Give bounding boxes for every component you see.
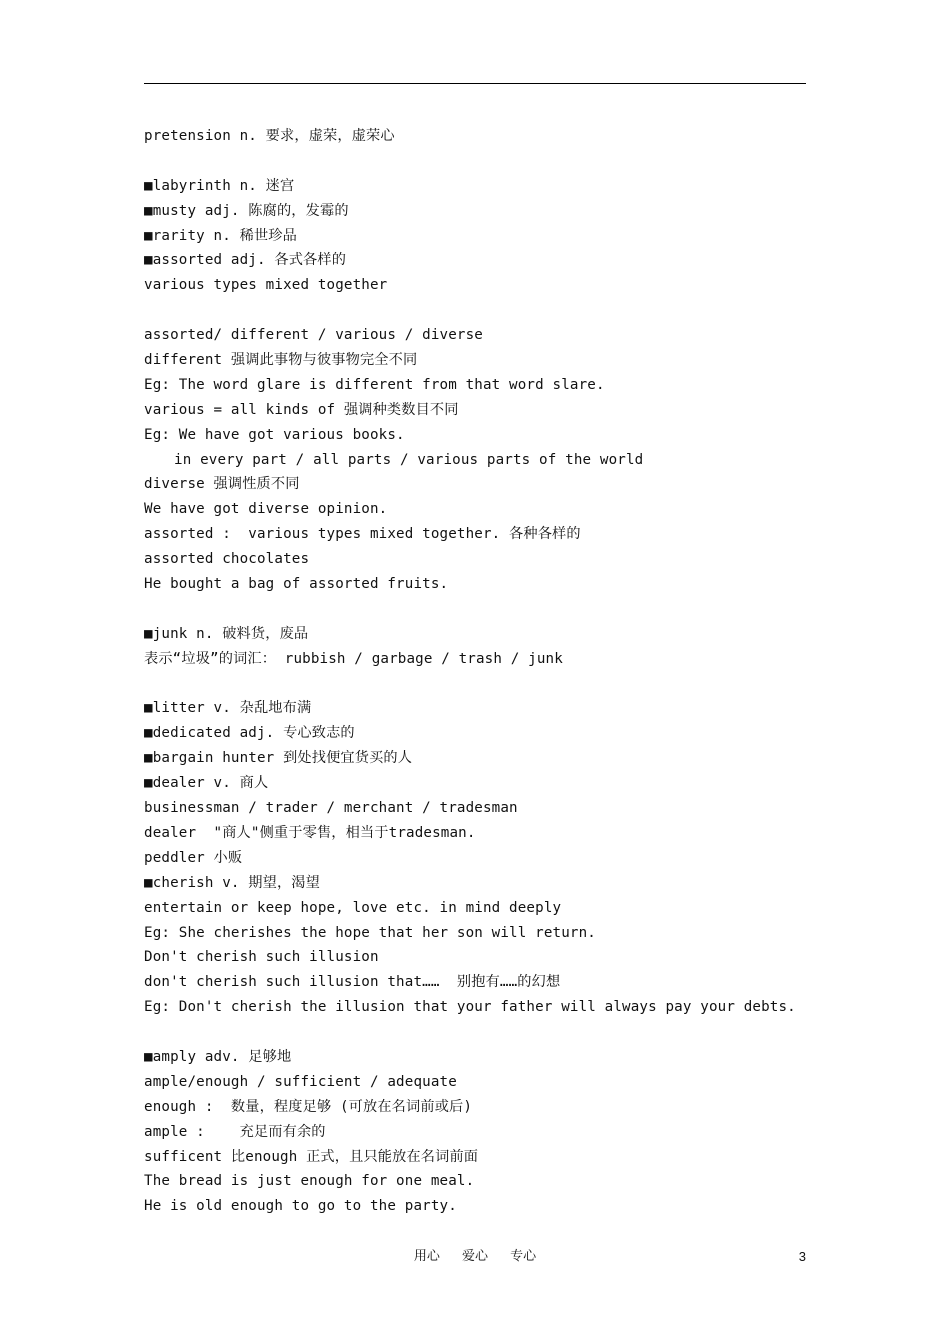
example-line: The bread is just enough for one meal. bbox=[144, 1173, 475, 1190]
vocab-entry: ■labyrinth n. 迷宫 bbox=[144, 177, 295, 194]
text-line: various = all kinds of 强调种类数目不同 bbox=[144, 401, 459, 418]
text-line: different 强调此事物与彼事物完全不同 bbox=[144, 352, 418, 369]
example-line: He bought a bag of assorted fruits. bbox=[144, 576, 449, 593]
example-line: He is old enough to go to the party. bbox=[144, 1198, 457, 1215]
blank-line bbox=[144, 672, 824, 697]
text-line: various types mixed together bbox=[144, 277, 388, 294]
text-line: don't cherish such illusion that…… 别抱有……的幻想 bbox=[144, 974, 561, 991]
vocab-entry: ■dedicated adj. 专心致志的 bbox=[144, 725, 355, 742]
vocabulary-notes bbox=[144, 124, 824, 1219]
example-line: Eg: We have got various books. bbox=[144, 426, 405, 443]
vocab-entry: ■dealer v. 商人 bbox=[144, 775, 269, 792]
text-line: enough : 数量，程度足够 (可放在名词前或后) bbox=[144, 1098, 473, 1115]
header-rule bbox=[144, 83, 806, 84]
text-line: sufficent 比enough 正式，且只能放在名词前面 bbox=[144, 1148, 479, 1165]
text-line: diverse 强调性质不同 bbox=[144, 476, 300, 493]
example-line: in every part / all parts / various parts of the world bbox=[174, 451, 644, 468]
vocab-entry: ■rarity n. 稀世珍品 bbox=[144, 227, 297, 244]
text-line: ample/enough / sufficient / adequate bbox=[144, 1073, 457, 1090]
blank-line bbox=[144, 597, 824, 622]
vocab-entry: ■amply adv. 足够地 bbox=[144, 1048, 292, 1065]
example-line: Eg: The word glare is different from that word slare. bbox=[144, 376, 605, 393]
vocab-entry: ■assorted adj. 各式各样的 bbox=[144, 252, 347, 269]
text-line: assorted/ different / various / diverse bbox=[144, 327, 483, 344]
page-footer: 用心 爱心 专心 bbox=[413, 1249, 537, 1264]
text-line: 表示“垃圾”的词汇： rubbish / garbage / trash / junk bbox=[144, 650, 563, 667]
example-line: assorted chocolates bbox=[144, 551, 310, 568]
vocab-entry: ■cherish v. 期望，渴望 bbox=[144, 874, 320, 891]
vocab-entry: ■bargain hunter 到处找便宜货买的人 bbox=[144, 750, 413, 767]
text-line: businessman / trader / merchant / tradesman bbox=[144, 800, 518, 817]
text-line: pretension n. 要求，虚荣，虚荣心 bbox=[144, 128, 395, 144]
blank-line bbox=[144, 1020, 824, 1045]
text-line: entertain or keep hope, love etc. in mind deeply bbox=[144, 899, 562, 916]
page-number: 3 bbox=[798, 1249, 806, 1264]
text-line: peddler 小贩 bbox=[144, 849, 243, 866]
example-line: Eg: Don't cherish the illusion that your father will always pay your debts. bbox=[144, 999, 796, 1016]
vocab-entry: ■litter v. 杂乱地布满 bbox=[144, 700, 312, 717]
text-line: dealer "商人"侧重于零售，相当于tradesman. bbox=[144, 824, 476, 841]
vocab-entry: ■junk n. 破料货，废品 bbox=[144, 625, 309, 642]
example-line: We have got diverse opinion. bbox=[144, 501, 388, 518]
example-line: Eg: She cherishes the hope that her son will return. bbox=[144, 924, 596, 941]
example-line: Don't cherish such illusion bbox=[144, 949, 379, 966]
blank-line bbox=[144, 298, 824, 323]
blank-line bbox=[144, 149, 824, 174]
text-line: assorted : various types mixed together. 各种各样的 bbox=[144, 526, 581, 543]
text-line: ample : 充足而有余的 bbox=[144, 1123, 326, 1140]
vocab-entry: ■musty adj. 陈腐的，发霉的 bbox=[144, 202, 349, 219]
